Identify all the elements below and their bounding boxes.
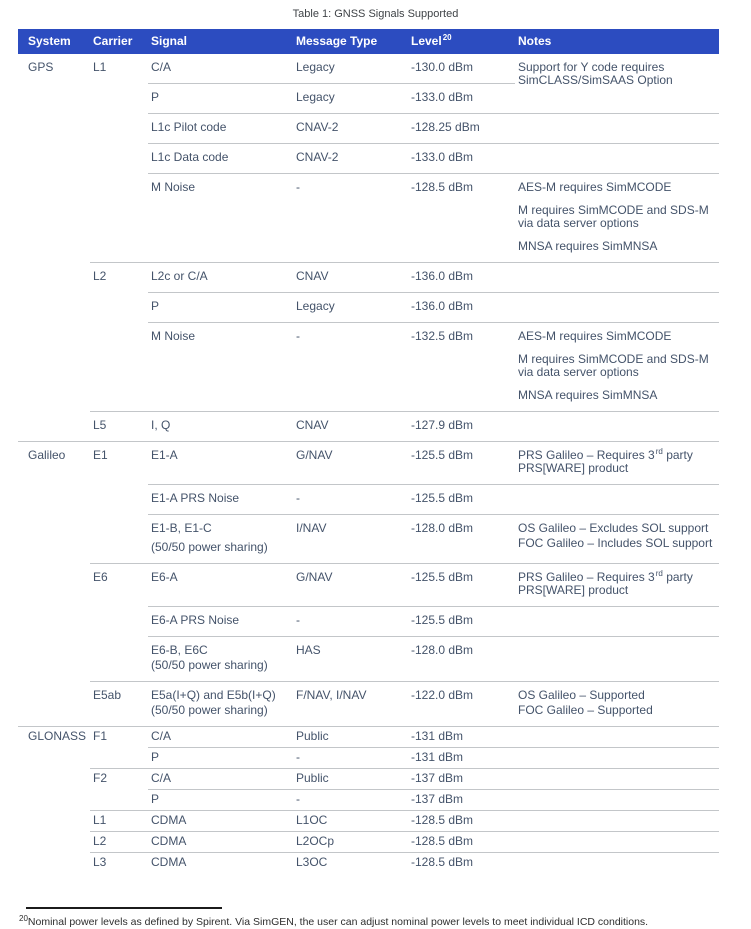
level-text: -136.0 dBm [411, 269, 474, 283]
gnss-signals-table [18, 29, 719, 873]
cell-carrier [90, 853, 148, 874]
message-text: Legacy [296, 60, 335, 74]
cell-system [18, 54, 90, 442]
cell-level [408, 748, 515, 769]
cell-level [408, 263, 515, 293]
carrier-text: L3 [93, 855, 107, 869]
message-text: CNAV [296, 418, 329, 432]
signal-text: E6-A [151, 570, 178, 584]
column-header-level: Level$^{20}$ [408, 29, 515, 54]
cell-level [408, 174, 515, 263]
signal-text: E5a(I+Q) and E5b(I+Q) [151, 688, 276, 702]
cell-level [408, 853, 515, 874]
cell-notes [515, 769, 719, 790]
cell-signal [148, 84, 293, 114]
level-text: -131 dBm [411, 750, 464, 764]
carrier-text: E1 [93, 448, 108, 462]
table-row [18, 853, 719, 874]
cell-level [408, 114, 515, 144]
cell-message [293, 442, 408, 485]
cell-message [293, 811, 408, 832]
message-text: I/NAV [296, 521, 327, 535]
table-body [18, 54, 719, 873]
cell-message [293, 485, 408, 515]
cell-notes [515, 114, 719, 144]
cell-message [293, 54, 408, 84]
level-text: -137 dBm [411, 792, 464, 806]
cell-notes [515, 727, 719, 748]
signal-text: L1c Pilot code [151, 120, 227, 134]
cell-carrier [90, 54, 148, 263]
notes-text: FOC Galileo – Supported [518, 703, 653, 717]
notes-text: FOC Galileo – Includes SOL support [518, 536, 713, 550]
cell-message [293, 84, 408, 114]
table-row [18, 811, 719, 832]
table-row [18, 727, 719, 748]
cell-signal [148, 853, 293, 874]
cell-message [293, 114, 408, 144]
message-text: CNAV-2 [296, 120, 339, 134]
cell-carrier [90, 564, 148, 682]
message-text: - [296, 491, 300, 505]
level-text: -137 dBm [411, 771, 464, 785]
cell-signal [148, 144, 293, 174]
notes-text: MNSA requires SimMNSA [518, 388, 658, 402]
notes-text: OS Galileo – Excludes SOL support [518, 521, 709, 535]
carrier-text: L1 [93, 813, 107, 827]
carrier-text: L5 [93, 418, 107, 432]
header-row [18, 29, 719, 54]
message-text: Public [296, 771, 329, 785]
cell-message [293, 607, 408, 637]
cell-notes [515, 832, 719, 853]
carrier-text: L1 [93, 60, 107, 74]
level-text: -128.0 dBm [411, 643, 474, 657]
cell-level [408, 442, 515, 485]
cell-carrier [90, 727, 148, 769]
cell-notes [515, 811, 719, 832]
table-row [18, 564, 719, 607]
footnote-separator [26, 907, 222, 909]
cell-notes [515, 323, 719, 412]
cell-level [408, 682, 515, 727]
cell-level [408, 485, 515, 515]
table-row [18, 54, 719, 84]
signal-text: (50/50 power sharing) [151, 703, 268, 717]
cell-signal [148, 832, 293, 853]
cell-carrier [90, 832, 148, 853]
table-row [18, 412, 719, 442]
notes-text: MNSA requires SimMNSA [518, 239, 658, 253]
message-text: - [296, 750, 300, 764]
cell-notes [515, 790, 719, 811]
cell-system [18, 442, 90, 727]
cell-message [293, 412, 408, 442]
table-row [18, 832, 719, 853]
cell-message [293, 748, 408, 769]
notes-text: Support for Y code requires SimCLASS/SimSAAS Option [518, 60, 673, 87]
signal-text: C/A [151, 729, 172, 743]
level-text: -128.0 dBm [411, 521, 474, 535]
cell-carrier [90, 682, 148, 727]
notes-text: PRS Galileo – Requires 3rd party PRS[WARE] product [518, 447, 693, 475]
signal-text: E6-A PRS Noise [151, 613, 240, 627]
signal-text: E6-B, E6C [151, 643, 208, 657]
cell-level [408, 790, 515, 811]
cell-message [293, 790, 408, 811]
table-row [18, 442, 719, 485]
carrier-text: E6 [93, 570, 108, 584]
cell-level [408, 293, 515, 323]
level-text: -125.5 dBm [411, 570, 474, 584]
signal-text: (50/50 power sharing) [151, 658, 268, 672]
signal-text: E1-A [151, 448, 178, 462]
cell-message [293, 263, 408, 293]
carrier-text: F1 [93, 729, 108, 743]
level-text: -133.0 dBm [411, 150, 474, 164]
cell-notes [515, 54, 719, 114]
cell-signal [148, 637, 293, 682]
system-text: Galileo [28, 448, 66, 462]
cell-message [293, 853, 408, 874]
notes-text: M requires SimMCODE and SDS-M via data server options [518, 203, 709, 230]
cell-notes [515, 853, 719, 874]
level-text: -128.5 dBm [411, 813, 474, 827]
cell-message [293, 323, 408, 412]
column-header-carrier: Carrier [90, 29, 148, 54]
level-text: -125.5 dBm [411, 448, 474, 462]
cell-signal [148, 442, 293, 485]
level-text: -136.0 dBm [411, 299, 474, 313]
cell-signal [148, 748, 293, 769]
footnote-text: $^{20}$Nominal power levels as defined by Spirent. Via SimGEN, the user can adjust nominal power levels to meet individual ICD conditions. [19, 913, 649, 928]
footnote-area [18, 907, 751, 929]
cell-signal [148, 515, 293, 564]
cell-system [18, 727, 90, 874]
cell-level [408, 144, 515, 174]
cell-signal [148, 607, 293, 637]
cell-signal [148, 682, 293, 727]
message-text: L2OCp [296, 834, 335, 848]
message-text: - [296, 792, 300, 806]
carrier-text: L2 [93, 269, 107, 283]
cell-signal [148, 323, 293, 412]
level-text: -132.5 dBm [411, 329, 474, 343]
cell-carrier [90, 769, 148, 811]
cell-message [293, 515, 408, 564]
cell-signal [148, 485, 293, 515]
cell-level [408, 54, 515, 84]
cell-level [408, 727, 515, 748]
signal-text: P [151, 792, 160, 806]
cell-message [293, 293, 408, 323]
cell-level [408, 607, 515, 637]
signal-text: C/A [151, 771, 172, 785]
system-text: GLONASS [28, 729, 87, 743]
cell-carrier [90, 811, 148, 832]
cell-level [408, 564, 515, 607]
table-header [18, 29, 719, 54]
cell-signal [148, 263, 293, 293]
message-text: HAS [296, 643, 321, 657]
message-text: - [296, 613, 300, 627]
level-text: -125.5 dBm [411, 491, 474, 505]
signal-text: L2c or C/A [151, 269, 208, 283]
cell-notes [515, 442, 719, 485]
cell-notes [515, 412, 719, 442]
cell-level [408, 832, 515, 853]
cell-signal [148, 54, 293, 84]
cell-message [293, 637, 408, 682]
cell-message [293, 727, 408, 748]
message-text: Public [296, 729, 329, 743]
message-text: Legacy [296, 90, 335, 104]
column-header-notes: Notes [515, 29, 719, 54]
message-text: CNAV-2 [296, 150, 339, 164]
table-row [18, 263, 719, 293]
signal-text: E1-B, E1-C [151, 521, 212, 535]
cell-signal [148, 564, 293, 607]
cell-level [408, 811, 515, 832]
cell-level [408, 515, 515, 564]
signal-text: CDMA [151, 813, 187, 827]
level-text: -133.0 dBm [411, 90, 474, 104]
notes-text: AES-M requires SimMCODE [518, 180, 672, 194]
cell-signal [148, 114, 293, 144]
cell-signal [148, 727, 293, 748]
message-text: CNAV [296, 269, 329, 283]
signal-text: C/A [151, 60, 172, 74]
column-header-system: System [18, 29, 90, 54]
table-caption: Table 1: GNSS Signals Supported [292, 8, 459, 20]
level-text: -128.5 dBm [411, 180, 474, 194]
system-text: GPS [28, 60, 54, 74]
cell-notes [515, 564, 719, 607]
signal-text: (50/50 power sharing) [151, 540, 268, 554]
cell-message [293, 144, 408, 174]
signal-text: P [151, 90, 160, 104]
cell-signal [148, 811, 293, 832]
cell-notes [515, 748, 719, 769]
message-text: L1OC [296, 813, 328, 827]
cell-notes [515, 637, 719, 682]
cell-notes [515, 263, 719, 293]
table-row [18, 682, 719, 727]
cell-notes [515, 293, 719, 323]
cell-carrier [90, 442, 148, 564]
level-text: -122.0 dBm [411, 688, 474, 702]
cell-notes [515, 515, 719, 564]
signal-text: L1c Data code [151, 150, 229, 164]
cell-level [408, 769, 515, 790]
message-text: G/NAV [296, 448, 333, 462]
level-text: -128.5 dBm [411, 834, 474, 848]
signal-text: M Noise [151, 329, 196, 343]
cell-carrier [90, 263, 148, 412]
cell-message [293, 832, 408, 853]
level-text: -128.5 dBm [411, 855, 474, 869]
message-text: - [296, 329, 300, 343]
level-text: -125.5 dBm [411, 613, 474, 627]
cell-level [408, 84, 515, 114]
message-text: G/NAV [296, 570, 333, 584]
cell-signal [148, 412, 293, 442]
signal-text: M Noise [151, 180, 196, 194]
carrier-text: L2 [93, 834, 107, 848]
notes-text: OS Galileo – Supported [518, 688, 645, 702]
table-row [18, 769, 719, 790]
signal-text: CDMA [151, 834, 187, 848]
cell-signal [148, 769, 293, 790]
cell-signal [148, 174, 293, 263]
signal-text: E1-A PRS Noise [151, 491, 240, 505]
cell-notes [515, 144, 719, 174]
cell-level [408, 323, 515, 412]
cell-notes [515, 682, 719, 727]
signal-text: I, Q [151, 418, 171, 432]
message-text: - [296, 180, 300, 194]
cell-level [408, 637, 515, 682]
message-text: L3OC [296, 855, 328, 869]
cell-message [293, 769, 408, 790]
signal-text: P [151, 299, 160, 313]
carrier-text: E5ab [93, 688, 122, 702]
column-header-message: Message Type [293, 29, 408, 54]
level-text: -131 dBm [411, 729, 464, 743]
cell-notes [515, 485, 719, 515]
level-text: -127.9 dBm [411, 418, 474, 432]
level-text: -128.25 dBm [411, 120, 480, 134]
cell-message [293, 564, 408, 607]
carrier-text: F2 [93, 771, 108, 785]
cell-signal [148, 293, 293, 323]
signal-text: CDMA [151, 855, 187, 869]
notes-text: M requires SimMCODE and SDS-M via data server options [518, 352, 709, 379]
column-header-signal: Signal [148, 29, 293, 54]
cell-message [293, 682, 408, 727]
notes-text: PRS Galileo – Requires 3rd party PRS[WARE] product [518, 569, 693, 597]
message-text: Legacy [296, 299, 335, 313]
signal-text: P [151, 750, 160, 764]
cell-carrier [90, 412, 148, 442]
cell-message [293, 174, 408, 263]
cell-signal [148, 790, 293, 811]
cell-notes [515, 174, 719, 263]
level-text: -130.0 dBm [411, 60, 474, 74]
notes-text: AES-M requires SimMCODE [518, 329, 672, 343]
cell-notes [515, 607, 719, 637]
cell-level [408, 412, 515, 442]
message-text: F/NAV, I/NAV [296, 688, 367, 702]
